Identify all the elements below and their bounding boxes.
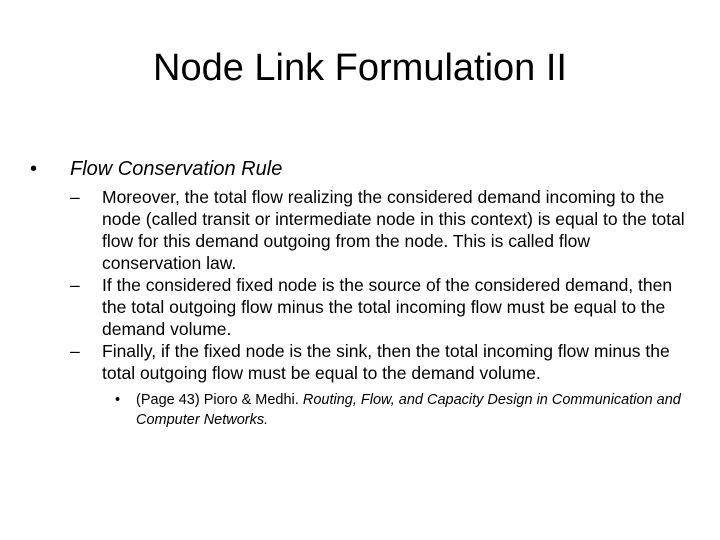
sub-bullet-source-node: [30, 274, 690, 340]
sub-bullet-sink-node: [30, 340, 690, 384]
dash-icon: –: [70, 187, 80, 207]
bullet-dot-icon: •: [115, 392, 121, 408]
bullet-flow-conservation-rule: [30, 156, 690, 182]
sub-bullet-text: Moreover, the total flow realizing the considered demand incoming to the node (called transit or intermediate node in this context) is equal to the total flow for this demand outgoing from the node. This is called flow conservation law.: [102, 187, 685, 273]
sub-bullet-text: If the considered fixed node is the source of the considered demand, then the total outgoing flow minus the total incoming flow must be equal to the demand volume.: [102, 275, 673, 339]
sub-bullet-transit-node: [30, 186, 690, 274]
slide-content: [30, 156, 690, 430]
slide-title: Node Link Formulation II: [153, 47, 567, 89]
reference-book-title: Routing, Flow, and Capacity Design in Communication and Computer Networks.: [136, 392, 681, 428]
dash-icon: –: [70, 341, 80, 361]
bullet-heading: Flow Conservation Rule: [70, 158, 283, 180]
sub-bullet-text: Finally, if the fixed node is the sink, then the total incoming flow minus the total outgoing flow must be equal to the demand volume.: [102, 341, 670, 383]
reference-prefix: (Page 43) Pioro & Medhi.: [136, 392, 299, 408]
reference-citation: [30, 390, 690, 430]
bullet-dot-icon: •: [30, 158, 38, 180]
dash-icon: –: [70, 275, 80, 295]
